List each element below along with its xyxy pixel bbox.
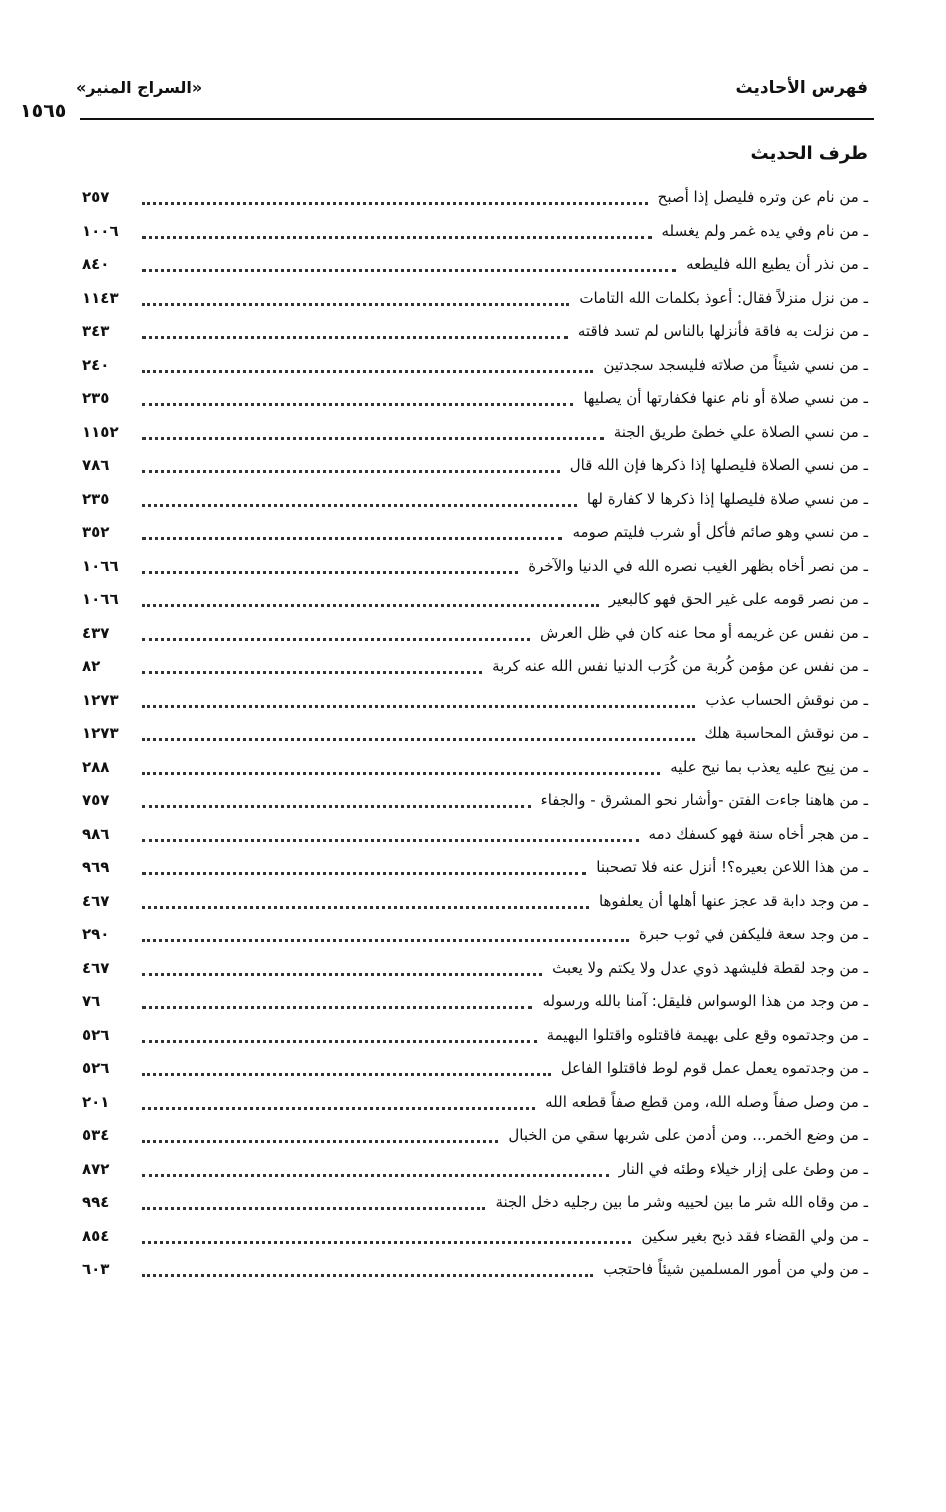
hadith-text: ـ من نِيح عليه يعذب بما نيح عليه — [670, 757, 868, 776]
page-ref: ٥٢٦ — [82, 1059, 110, 1078]
index-entry — [82, 583, 868, 617]
dot-leader — [142, 870, 586, 875]
index-entry — [82, 1253, 868, 1287]
hadith-text: ـ من نسي الصلاة فليصلها إذا ذكرها فإن الله قال — [569, 456, 868, 475]
page-ref: ٣٤٣ — [82, 322, 110, 341]
hadith-text: ـ من وقاه الله شر ما بين لحييه وشر ما بين رجليه دخل الجنة — [495, 1193, 868, 1212]
dot-leader — [142, 736, 695, 741]
index-entry — [82, 784, 868, 818]
hadith-text: ـ من نزل منزلاً فقال: أعوذ بكلمات الله التامات — [579, 288, 868, 307]
dot-leader — [142, 669, 482, 674]
dot-leader — [142, 904, 589, 909]
hadith-text: ـ من نذر أن يطيع الله فليطعه — [686, 255, 868, 274]
index-entry — [82, 1153, 868, 1187]
dot-leader — [142, 569, 518, 574]
page-ref: ١٠٦٦ — [82, 590, 119, 609]
index-entry — [82, 449, 868, 483]
dot-leader — [142, 200, 648, 205]
header-title: فهرس الأحاديث — [735, 78, 868, 98]
dot-leader — [142, 401, 573, 406]
hadith-text: ـ من نسي الصلاة علي خطئ طريق الجنة — [613, 422, 868, 441]
dot-leader — [142, 468, 560, 473]
hadith-text: ـ من وصل صفاً وصله الله، ومن قطع صفاً قطعه الله — [545, 1092, 868, 1111]
index-entry — [82, 181, 868, 215]
page-ref: ٨٢ — [82, 657, 101, 676]
index-entry — [82, 215, 868, 249]
page-ref: ٢٤٠ — [82, 355, 110, 374]
hadith-text: ـ من نوقش الحساب عذب — [705, 690, 868, 709]
page-ref: ١١٤٣ — [82, 288, 119, 307]
page-ref: ١٢٧٣ — [82, 724, 119, 743]
dot-leader — [142, 1105, 535, 1110]
hadith-text: ـ من نام عن وتره فليصل إذا أصبح — [657, 188, 868, 207]
hadith-text: ـ من وجد دابة قد عجز عنها أهلها أن يعلفوها — [598, 891, 868, 910]
index-entry — [82, 1052, 868, 1086]
index-entry — [82, 1086, 868, 1120]
hadith-text: ـ من نسي شيئاً من صلاته فليسجد سجدتين — [603, 355, 868, 374]
dot-leader — [142, 971, 542, 976]
page-number: ١٥٦٥ — [20, 100, 67, 122]
index-entry — [82, 851, 868, 885]
dot-leader — [142, 837, 639, 842]
dot-leader — [142, 1172, 609, 1177]
hadith-text: ـ من نفس عن مؤمن كُربة من كُرَب الدنيا نفس الله عنه كربة — [492, 657, 868, 676]
page-ref: ٨٤٠ — [82, 255, 110, 274]
page-ref: ٥٣٤ — [82, 1126, 110, 1145]
page-ref: ٨٧٢ — [82, 1159, 110, 1178]
page-ref: ٣٥٢ — [82, 523, 110, 542]
index-entry — [82, 918, 868, 952]
index-entry — [82, 315, 868, 349]
hadith-text: ـ من وجد لقطة فليشهد ذوي عدل ولا يكتم ولا يعبث — [552, 958, 868, 977]
hadith-text: ـ من نزلت به فاقة فأنزلها بالناس لم تسد فاقته — [577, 322, 868, 341]
index-entry — [82, 684, 868, 718]
page-ref: ٢٣٥ — [82, 389, 110, 408]
index-entry — [82, 483, 868, 517]
hadith-text: ـ من نصر قومه على غير الحق فهو كالبعير — [608, 590, 868, 609]
index-entry — [82, 818, 868, 852]
dot-leader — [142, 602, 599, 607]
page-ref: ٥٢٦ — [82, 1025, 110, 1044]
page-ref: ١١٥٢ — [82, 422, 119, 441]
index-entry — [82, 1186, 868, 1220]
page-ref: ٩٨٦ — [82, 824, 110, 843]
hadith-text: ـ من هاهنا جاءت الفتن -وأشار نحو المشرق - والجفاء — [540, 791, 868, 810]
index-entry — [82, 248, 868, 282]
page-ref: ٤٣٧ — [82, 623, 110, 642]
page-ref: ٤٦٧ — [82, 958, 110, 977]
dot-leader — [142, 1138, 498, 1143]
dot-leader — [142, 803, 531, 808]
hadith-text: ـ من وجد من هذا الوسواس فليقل: آمنا بالله ورسوله — [542, 992, 868, 1011]
hadith-text: ـ من وجدتموه وقع على بهيمة فاقتلوه واقتلوا البهيمة — [546, 1025, 868, 1044]
index-entry — [82, 985, 868, 1019]
page-ref: ٢٨٨ — [82, 757, 110, 776]
page-ref: ١٠٦٦ — [82, 556, 119, 575]
page-ref: ١٠٠٦ — [82, 221, 119, 240]
dot-leader — [142, 1004, 532, 1009]
hadith-text: ـ من نسي وهو صائم فأكل أو شرب فليتم صومه — [572, 523, 868, 542]
dot-leader — [142, 535, 562, 540]
hadith-text: ـ من هجر أخاه سنة فهو كسفك دمه — [648, 824, 868, 843]
page-ref: ٧٥٧ — [82, 791, 110, 810]
page-ref: ٤٦٧ — [82, 891, 110, 910]
dot-leader — [142, 301, 569, 306]
dot-leader — [142, 1239, 631, 1244]
page-ref: ٧٨٦ — [82, 456, 110, 475]
dot-leader — [142, 770, 660, 775]
index-entry — [82, 416, 868, 450]
hadith-text: ـ من نصر أخاه بظهر الغيب نصره الله في الدنيا والآخرة — [528, 556, 868, 575]
page-ref: ٢٣٥ — [82, 489, 110, 508]
page-ref: ٧٦ — [82, 992, 101, 1011]
index-entry — [82, 516, 868, 550]
dot-leader — [142, 1038, 537, 1043]
index-entry — [82, 952, 868, 986]
index-entry — [82, 1119, 868, 1153]
dot-leader — [142, 502, 577, 507]
dot-leader — [142, 368, 593, 373]
hadith-text: ـ من وجدتموه يعمل عمل قوم لوط فاقتلوا الفاعل — [560, 1059, 868, 1078]
index-entry — [82, 617, 868, 651]
hadith-text: ـ من وضع الخمر... ومن أدمن على شربها سقي من الخبال — [508, 1126, 868, 1145]
dot-leader — [142, 937, 629, 942]
index-entry — [82, 650, 868, 684]
dot-leader — [142, 267, 676, 272]
dot-leader — [142, 1071, 551, 1076]
page-ref: ١٢٧٣ — [82, 690, 119, 709]
index-entry — [82, 885, 868, 919]
hadith-text: ـ من ولي القضاء فقد ذبح بغير سكين — [641, 1226, 868, 1245]
dot-leader — [142, 1272, 593, 1277]
header-book-title: «السراج المنير» — [76, 78, 203, 97]
index-entry — [82, 1019, 868, 1053]
hadith-index-list — [82, 181, 868, 1287]
page-ref: ٢٩٠ — [82, 925, 110, 944]
hadith-text: ـ من نوقش المحاسبة هلك — [704, 724, 868, 743]
index-entry — [82, 282, 868, 316]
dot-leader — [142, 636, 530, 641]
index-entry — [82, 382, 868, 416]
page-ref: ٢٥٧ — [82, 188, 110, 207]
dot-leader — [142, 703, 695, 708]
dot-leader — [142, 435, 604, 440]
page-ref: ٦٠٣ — [82, 1260, 110, 1279]
index-entry — [82, 550, 868, 584]
index-entry — [82, 717, 868, 751]
hadith-text: ـ من وطئ على إزار خيلاء وطئه في النار — [618, 1159, 868, 1178]
index-entry — [82, 349, 868, 383]
dot-leader — [142, 1205, 485, 1210]
dot-leader — [142, 334, 568, 339]
hadith-text: ـ من نسي صلاة أو نام عنها فكفارتها أن يصليها — [583, 389, 868, 408]
page-ref: ٢٠١ — [82, 1092, 110, 1111]
index-entry — [82, 1220, 868, 1254]
index-entry — [82, 751, 868, 785]
hadith-text: ـ من نسي صلاة فليصلها إذا ذكرها لا كفارة لها — [586, 489, 868, 508]
page-ref: ٩٦٩ — [82, 858, 110, 877]
hadith-text: ـ من هذا اللاعن بعيره؟! أنزل عنه فلا تصحبنا — [596, 858, 868, 877]
header-divider — [80, 118, 874, 120]
hadith-text: ـ من ولي من أمور المسلمين شيئاً فاحتجب — [603, 1260, 868, 1279]
column-heading-hadith: طرف الحديث — [750, 143, 868, 164]
hadith-text: ـ من وجد سعة فليكفن في ثوب حبرة — [638, 925, 868, 944]
hadith-text: ـ من نام وفي يده غمر ولم يغسله — [661, 221, 868, 240]
page-ref: ٩٩٤ — [82, 1193, 110, 1212]
dot-leader — [142, 234, 652, 239]
hadith-text: ـ من نفس عن غريمه أو محا عنه كان في ظل العرش — [539, 623, 868, 642]
page-ref: ٨٥٤ — [82, 1226, 110, 1245]
